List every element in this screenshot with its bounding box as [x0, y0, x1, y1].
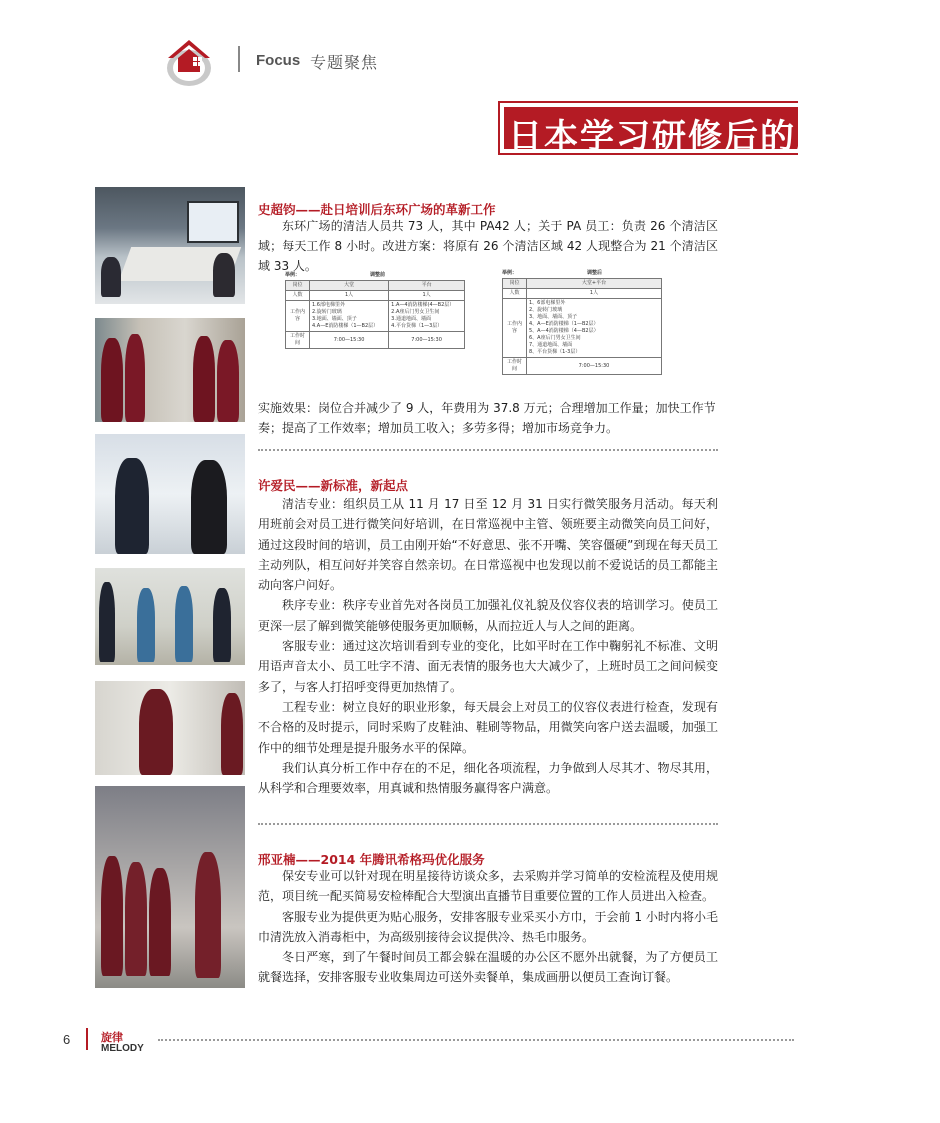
footer-accent-bar [86, 1028, 88, 1050]
table-before-time-b: 7:00—15:30 [389, 332, 465, 349]
photo-handshake [95, 434, 245, 554]
table-after-caption: 调整后 [587, 270, 603, 276]
table-before-col-b: 平台 [389, 281, 465, 291]
photo-training-room [95, 187, 245, 304]
task-item: 2.A座后门男女卫生间 [391, 309, 440, 315]
photo-restroom-staff [95, 681, 245, 775]
task-item: 2、旋转门玻璃 [529, 307, 563, 313]
table-after-people-a: 1人 [527, 289, 662, 299]
task-item: 1.6部电梯里外 [312, 302, 345, 308]
photo-staff-lineup [95, 318, 245, 422]
section-2-heading: 许爱民——新标准，新起点 [258, 478, 409, 493]
page-number: 6 [63, 1032, 71, 1047]
task-item: 6、A座后门男女卫生间 [529, 335, 581, 341]
paragraph: 保安专业可以针对现在明星接待访谈众多，去采购并学习简单的安检流程及使用规范，项目统一配买简易安检棒配合大型演出直播节目重要位置的工作人员进出入检查。 [258, 869, 718, 904]
table-before-people-b: 1人 [389, 291, 465, 301]
section-1-result [258, 398, 718, 438]
table-before-caption: 调整前 [370, 272, 386, 278]
table-before-example-label: 举例： [285, 272, 301, 278]
section-divider [258, 823, 718, 825]
table-after-row-people: 人数 [503, 289, 527, 299]
result-paragraph: 实施效果：岗位合并减少了 9 人，年费用为 37.8 万元；合理增加工作量；加快工作节奏；提高了工作效率；增加员工收入；多劳多得；增加市场竞争力。 [258, 401, 716, 435]
table-before-col-post: 岗位 [286, 281, 310, 291]
table-before-col-a: 大堂 [310, 281, 389, 291]
paragraph: 东环广场的清洁人员共 73 人，其中 PA42 人；关于 PA 员工：负责 26 个清洁区域；每天工作 8 小时。改进方案：将原有 26 个清洁区域 42 人现整合为 21 个清洁区域 33 人。 [258, 219, 718, 273]
paragraph: 客服专业：通过这次培训看到专业的变化，比如平时在工作中鞠躬礼不标准、文明用语声音太小、员工吐字不清、面无表情的服务也大大减少了，上班时员工之间问候变多了，与客人打招呼变得更加热情了。 [258, 639, 718, 694]
paragraph: 清洁专业：组织员工从 11 月 17 日至 12 月 31 日实行微笑服务月活动。每天利用班前会对员工进行微笑问好培训，在日常巡视中主管、领班要主动微笑向员工问好，通过这段时间的培训，员工由刚开始“不好意思、张不开嘴、笑容僵硬”到现在每天员工主动列队，相互问好并笑容自然亲切。在日常巡视中也发现以前不爱说话的员工都能主动向客户问好。 [258, 497, 718, 593]
task-item: 3、地面、墙面、顶子 [529, 314, 578, 320]
section-label-cn: 专题聚焦 [310, 53, 379, 72]
table-before-time-a: 7:00—15:30 [310, 332, 389, 349]
footer-brand-en: MELODY [101, 1043, 144, 1054]
table-after-col-a: 大堂+平台 [527, 279, 662, 289]
section-divider [258, 449, 718, 451]
task-item: 1、6部电梯里外 [529, 300, 566, 306]
section-3-heading: 邢亚楠——2014 年腾讯希格玛优化服务 [258, 852, 485, 867]
task-item: 4.平台货梯（1—3层） [391, 323, 443, 329]
task-item: 7、通道地面、墙面 [529, 342, 573, 348]
paragraph: 工程专业：树立良好的职业形象，每天晨会上对员工的仪容仪表进行检查，发现有不合格的及时提示，同时采购了皮鞋油、鞋刷等物品，用微笑向客户送去温暖，加强工作中的细节处理是提升服务水平的保障。 [258, 699, 718, 755]
table-after-example-label: 举例： [502, 270, 518, 276]
section-3-body [258, 866, 718, 988]
task-item: 4.A—E消防楼梯（1—B2层） [312, 323, 379, 329]
task-item: 1.A—4消防楼梯(4—B2层） [391, 302, 455, 308]
table-before-people-a: 1人 [310, 291, 389, 301]
paragraph: 冬日严寒，到了午餐时间员工都会躲在温暖的办公区不愿外出就餐，为了方便员工就餐选择，安排客服专业收集周边可送外卖餐单，集成画册以便员工查询订餐。 [258, 950, 718, 985]
task-item: 3.通道地面、墙面 [391, 316, 431, 322]
paragraph: 我们认真分析工作中存在的不足，细化各项流程，力争做到人尽其才、物尽其用，从科学和合理要效率，用真诚和热情服务赢得客户满意。 [258, 760, 718, 796]
table-after-time-a: 7:00—15:30 [527, 358, 662, 375]
task-item: 4、A—E消防楼梯（1—B2层） [529, 321, 599, 327]
table-after [502, 268, 662, 375]
photo-staff-row [95, 786, 245, 988]
footer-divider [158, 1039, 794, 1041]
section-1-heading: 史超钧——赴日培训后东环广场的革新工作 [258, 202, 496, 217]
section-label-en: Focus [256, 52, 301, 69]
table-after-col-post: 岗位 [503, 279, 527, 289]
table-after-row-time: 工作时间 [503, 358, 527, 375]
table-before [285, 270, 465, 349]
paragraph: 客服专业为提供更为贴心服务，安排客服专业采买小方巾，于会前 1 小时内将小毛巾清洗放入消毒柜中，为高级别接待会议提供冷、热毛巾服务。 [258, 909, 718, 944]
section-2-body [258, 494, 718, 798]
task-item: 5、A—4消防楼梯（4—B2层） [529, 328, 599, 334]
section-1-body [258, 216, 718, 276]
header-divider [238, 46, 240, 72]
table-after-row-content: 工作内容 [503, 299, 527, 358]
footer-brand-cn: 旋律 [101, 1031, 123, 1044]
photo-etiquette-training [95, 568, 245, 665]
task-item: 3.地面、墙面、顶子 [312, 316, 357, 322]
house-logo-icon [158, 28, 220, 90]
table-before-row-time: 工作时间 [286, 332, 310, 349]
task-item: 8、平台货梯（1-3层） [529, 349, 581, 355]
table-before-row-content: 工作内容 [286, 301, 310, 332]
task-item: 2.旋转门玻璃 [312, 309, 342, 315]
page-title: 日本学习研修后的服务变化 [508, 117, 940, 157]
paragraph: 秩序专业：秩序专业首先对各岗员工加强礼仪礼貌及仪容仪表的培训学习。使员工更深一层了解到微笑能够使服务更加顺畅，从而拉近人与人之间的距离。 [258, 598, 718, 633]
table-before-row-people: 人数 [286, 291, 310, 301]
title-banner [498, 101, 940, 157]
